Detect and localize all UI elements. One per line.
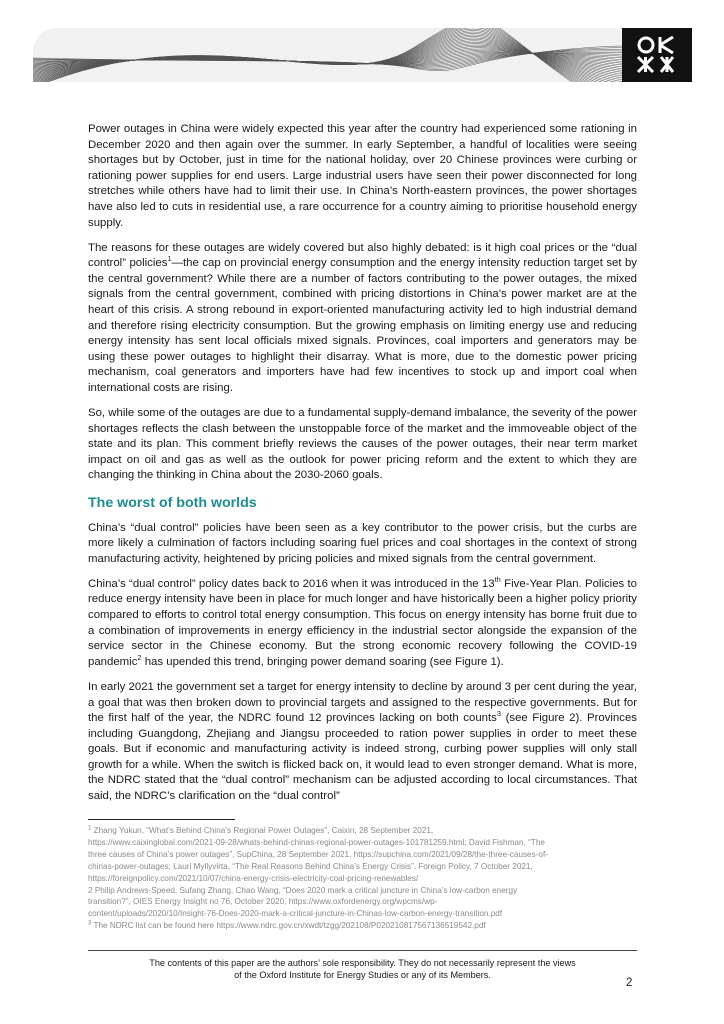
footnotes — [88, 825, 637, 932]
oies-logo — [622, 28, 692, 82]
paragraph-text: The reasons for these outages are widely covered but also highly debated: is it high coal prices or the “dual control” policies — [88, 241, 637, 270]
paragraph-text: Five-Year Plan. Policies to reduce energy intensity have been in place for much longer and have historically been a higher policy priority compared to efforts to control total energy consumption. This focus on energy intensity has borne fruit due to a combination of improvements in energy efficiency in the industrial sector alongside the expansion of the service sector in the Chinese economy. But the strong economic recovery following the COVID-19 pandemic — [88, 577, 638, 668]
footnote-link[interactable]: The NDRC list can be found here https://www.ndrc.gov.cn/xwdt/tzgg/202108/P020210817567136519542.pdf — [91, 921, 486, 931]
footnote-text: 2 Philip Andrews-Speed, Sufang Zhang, Chao Wang, “Does 2020 mark a critical juncture in China’s low-carbon energy — [88, 885, 518, 895]
footer-disclaimer — [88, 958, 637, 981]
paragraph-text: (see Figure 2). Provinces including Guangdong, Zhejiang and Jiangsu proceeded to ration power supplies in order to meet these goals. But if economic and manufacturing activity is indeed strong, curbing power supplies will only stall growth for a while. When the switch is flicked back on, it would lead to even stronger demand. What is more, the NDRC stated that the “dual control” mechanism can be adjusted according to local circumstances. That said, the NDRC’s clarification on the “dual control” — [88, 712, 637, 803]
footnote-link[interactable]: transition?”, OIES Energy Insight no 76, October 2020, https://www.oxfordenergy.org/wpcms/wp- — [88, 897, 438, 907]
footnote-line — [88, 825, 637, 837]
footnote-ref[interactable]: 3 — [496, 709, 502, 719]
paragraph-text: China’s “dual control” policy dates back to 2016 when it was introduced in the 13 — [88, 577, 495, 590]
footnote-link[interactable]: chinas-power-outages; Lauri Myllyvirta, “The Real Reasons Behind China’s Energy Crisis”, Foreign Policy, 7 October 2021, — [88, 861, 533, 871]
paragraph — [88, 680, 637, 805]
footnote-line — [88, 861, 637, 873]
footnote-line — [88, 837, 637, 849]
footnote-number: 3 — [88, 920, 92, 927]
paragraph — [88, 406, 637, 484]
footnote-line — [88, 920, 637, 932]
ordinal-suffix: th — [494, 575, 501, 585]
header-banner — [33, 28, 692, 82]
footnote-divider — [88, 819, 235, 820]
paragraph-text: In early 2021 the government set a target for energy intensity to decline by around 3 per cent during the year, a goal that was then broken down to provincial targets and assigned to the respective governments. But for the first half of the year, the NDRC found 12 provinces lacking on both counts — [88, 680, 637, 725]
article-body — [88, 122, 637, 814]
paragraph — [88, 241, 637, 397]
paragraph-text: has upended this trend, bringing power demand soaring (see Figure 1). — [141, 655, 504, 668]
footnote-line — [88, 885, 637, 897]
disclaimer-line: The contents of this paper are the authors’ sole responsibility. They do not necessarily represent the views — [149, 958, 576, 968]
wave-lines — [33, 28, 638, 82]
footnote-link[interactable]: three causes of China’s power outages”, SupChina, 28 September 2021, https://supchina.com/2021/09/28/the-three-causes-of- — [88, 849, 548, 859]
paragraph-text: Power outages in China were widely expected this year after the country had experienced some rationing in December 2020 and then again over the summer. In early September, a handful of localities were seeing shortages but by October, just in time for the national holiday, over 20 Chinese provinces were curbing or rationing power supplies for end users. Large industrial users have seen their power disconnected for long stretches while others have had to limit their use. In China’s North-eastern provinces, the power shortages have also led to cuts in residential use, a rare occurrence for a country aiming to prioritise household energy supply. — [88, 123, 637, 229]
paragraph — [88, 122, 637, 231]
footnote-ref[interactable]: 1 — [167, 254, 172, 264]
paragraph-text: So, while some of the outages are due to a fundamental supply-demand imbalance, the severity of the power shortages reflects the clash between the unstoppable force of the market and the immoveable object of the state and its plan. This comment briefly reviews the causes of the power outages, their near term market impact on oil and gas as well as the outlook for power pricing reform and the extent to which they are changing the thinking in China about the 2030-2060 goals. — [88, 407, 637, 482]
footnote-ref[interactable]: 2 — [137, 653, 142, 663]
paragraph — [88, 521, 637, 568]
footnote-number: 1 — [88, 825, 92, 832]
footnote-link[interactable]: https://www.caixinglobal.com/2021-09-28/whats-behind-chinas-regional-power-outages-101781259.html; David Fishman, “The — [88, 837, 545, 847]
section-heading: The worst of both worlds — [88, 494, 257, 511]
footnote-line — [88, 849, 637, 861]
page-number: 2 — [626, 977, 633, 989]
paragraph-text: China’s “dual control” policies have been seen as a key contributor to the power crisis, but the curbs are more likely a culmination of factors including soaring fuel prices and coal shortages in the context of strong manufacturing activity, heightened by pricing policies and mixed signals from the central government. — [88, 521, 637, 565]
footnote-line — [88, 873, 637, 885]
wave-line — [33, 36, 638, 82]
footnote-link[interactable]: https://foreignpolicy.com/2021/10/07/china-energy-crisis-electricity-coal-pricing-renewables/ — [88, 873, 419, 883]
paragraph — [88, 577, 637, 671]
disclaimer-line: of the Oxford Institute for Energy Studies or any of its Members. — [234, 969, 491, 980]
footnote-line — [88, 908, 637, 920]
footnote-link[interactable]: content/uploads/2020/10/Insight-76-Does-2020-mark-a-critical-juncture-in-Chinas-low-carbon-energy-transition.pdf — [88, 909, 503, 919]
footer-divider — [88, 950, 637, 951]
paragraph-text: —the cap on provincial energy consumption and the energy intensity reduction target set by the central government? While there are a number of factors contributing to the power outages, the mixed signals from the central government, combined with pricing distortions in China’s power market are at the heart of this crisis. A strong rebound in export-oriented manufacturing activity led to high industrial demand and therefore rising electricity consumption. But the growing emphasis on limiting energy use and reducing energy intensity has sent local officials mixed signals. Provinces, coal importers and generators may be using these power outages to highlight their disarray. What is more, due to the domestic power pricing mechanism, coal generators and importers have had few incentives to stock up and import coal when international costs are rising. — [88, 257, 638, 394]
footnote-line — [88, 896, 637, 908]
oies-logo-icon — [635, 34, 679, 76]
footnote-text: Zhang Yukun, “What’s Behind China’s Regional Power Outages”, Caixin, 28 September 2021, — [91, 826, 434, 835]
decorative-wave-pattern — [33, 28, 638, 82]
